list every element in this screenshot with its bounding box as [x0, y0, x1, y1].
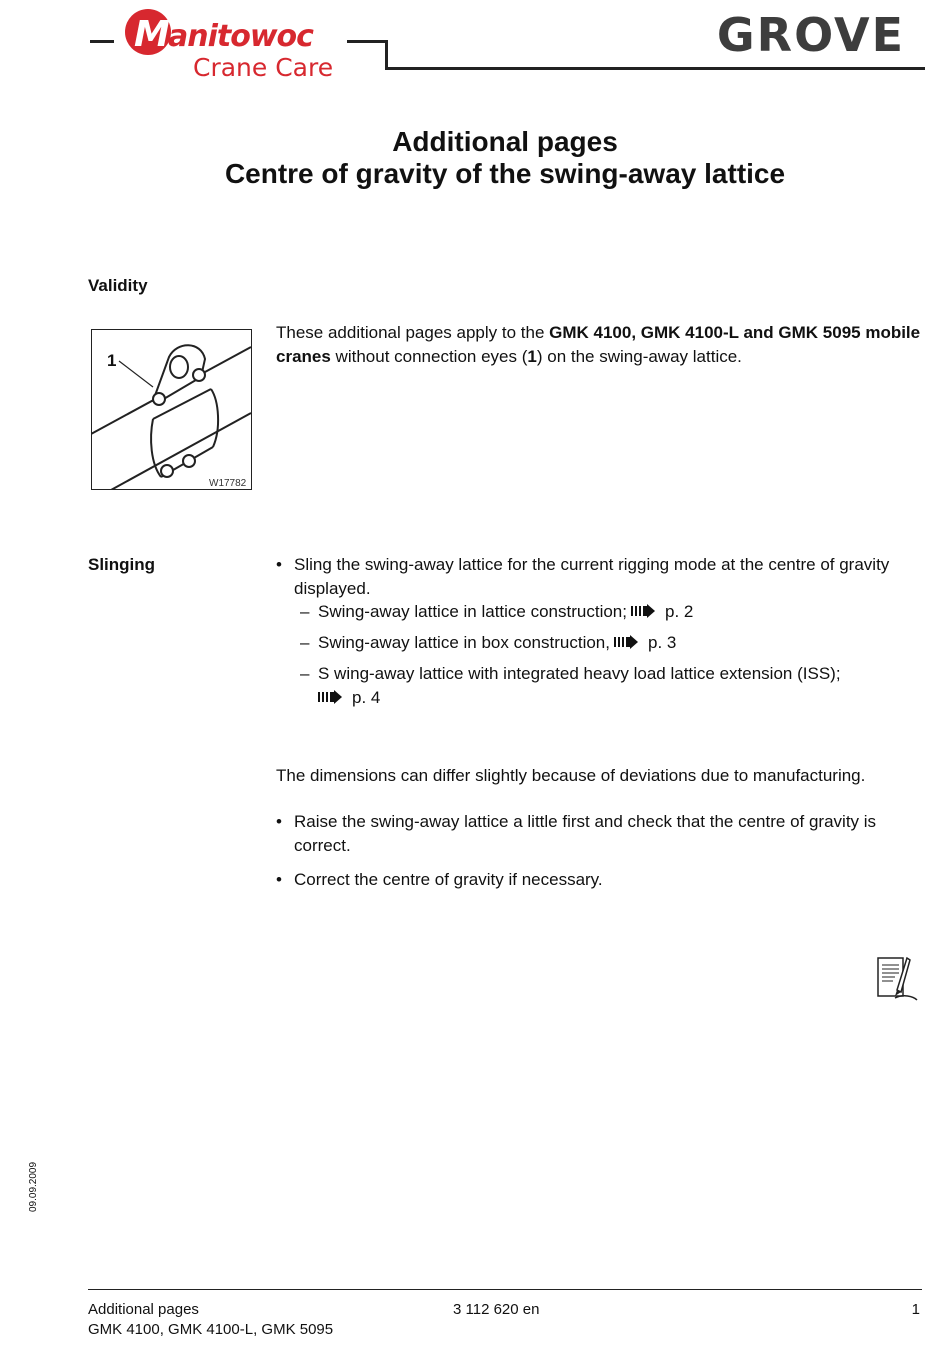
arrow-reference-icon — [318, 690, 348, 704]
footer-rule — [88, 1289, 922, 1290]
list-item: – S wing-away lattice with integrated heavy load lattice extension (ISS); p. 4 — [300, 664, 841, 707]
figure-code: W17782 — [209, 478, 247, 489]
header-rule-right — [385, 67, 925, 70]
page-title: Additional pages — [392, 126, 618, 157]
slinging-label: Slinging — [88, 555, 156, 574]
footer-doc-number: 3 112 620 en — [453, 1301, 540, 1318]
footer-page-number: 1 — [911, 1301, 920, 1318]
footer-models: GMK 4100, GMK 4100-L, GMK 5095 — [88, 1321, 334, 1338]
svg-text:Crane Care: Crane Care — [193, 53, 334, 80]
figure-callout: 1 — [107, 351, 117, 370]
manufacturing-note: The dimensions can differ slightly because of deviations due to manufacturing. — [276, 766, 866, 785]
list-item: – Swing-away lattice in box construction, p. 3 — [300, 633, 677, 652]
svg-text:anitowoc: anitowoc — [168, 19, 313, 54]
slinging-intro-bullet: • Sling the swing-away lattice for the current rigging mode at the centre of gravity displayed. — [276, 555, 890, 598]
list-item: • Raise the swing-away lattice a little first and check that the centre of gravity is correct. — [276, 812, 877, 855]
arrow-reference-icon — [614, 635, 644, 649]
validity-label: Validity — [88, 276, 148, 295]
header-rule-mid — [347, 40, 387, 43]
grove-logo: GROVE — [716, 8, 905, 62]
header-rule-left — [90, 40, 114, 43]
header-rule-step — [385, 40, 388, 70]
footer-doc-title: Additional pages — [88, 1301, 199, 1318]
connection-eye-figure — [91, 329, 252, 490]
arrow-reference-icon — [631, 604, 661, 618]
svg-text:M: M — [134, 14, 170, 55]
document-note-icon — [875, 954, 919, 1004]
validity-text: These additional pages apply to the GMK 4100, GMK 4100-L and GMK 5095 mobile cranes without connection eyes (1) on the swing-away lattice. — [276, 323, 921, 366]
page-subtitle: Centre of gravity of the swing-away lattice — [224, 158, 786, 189]
manitowoc-crane-care-logo — [120, 6, 335, 80]
print-date: 09.09.2009 — [28, 1161, 39, 1212]
list-item: • Correct the centre of gravity if necessary. — [276, 870, 603, 889]
list-item: – Swing-away lattice in lattice construction; p. 2 — [300, 602, 694, 621]
